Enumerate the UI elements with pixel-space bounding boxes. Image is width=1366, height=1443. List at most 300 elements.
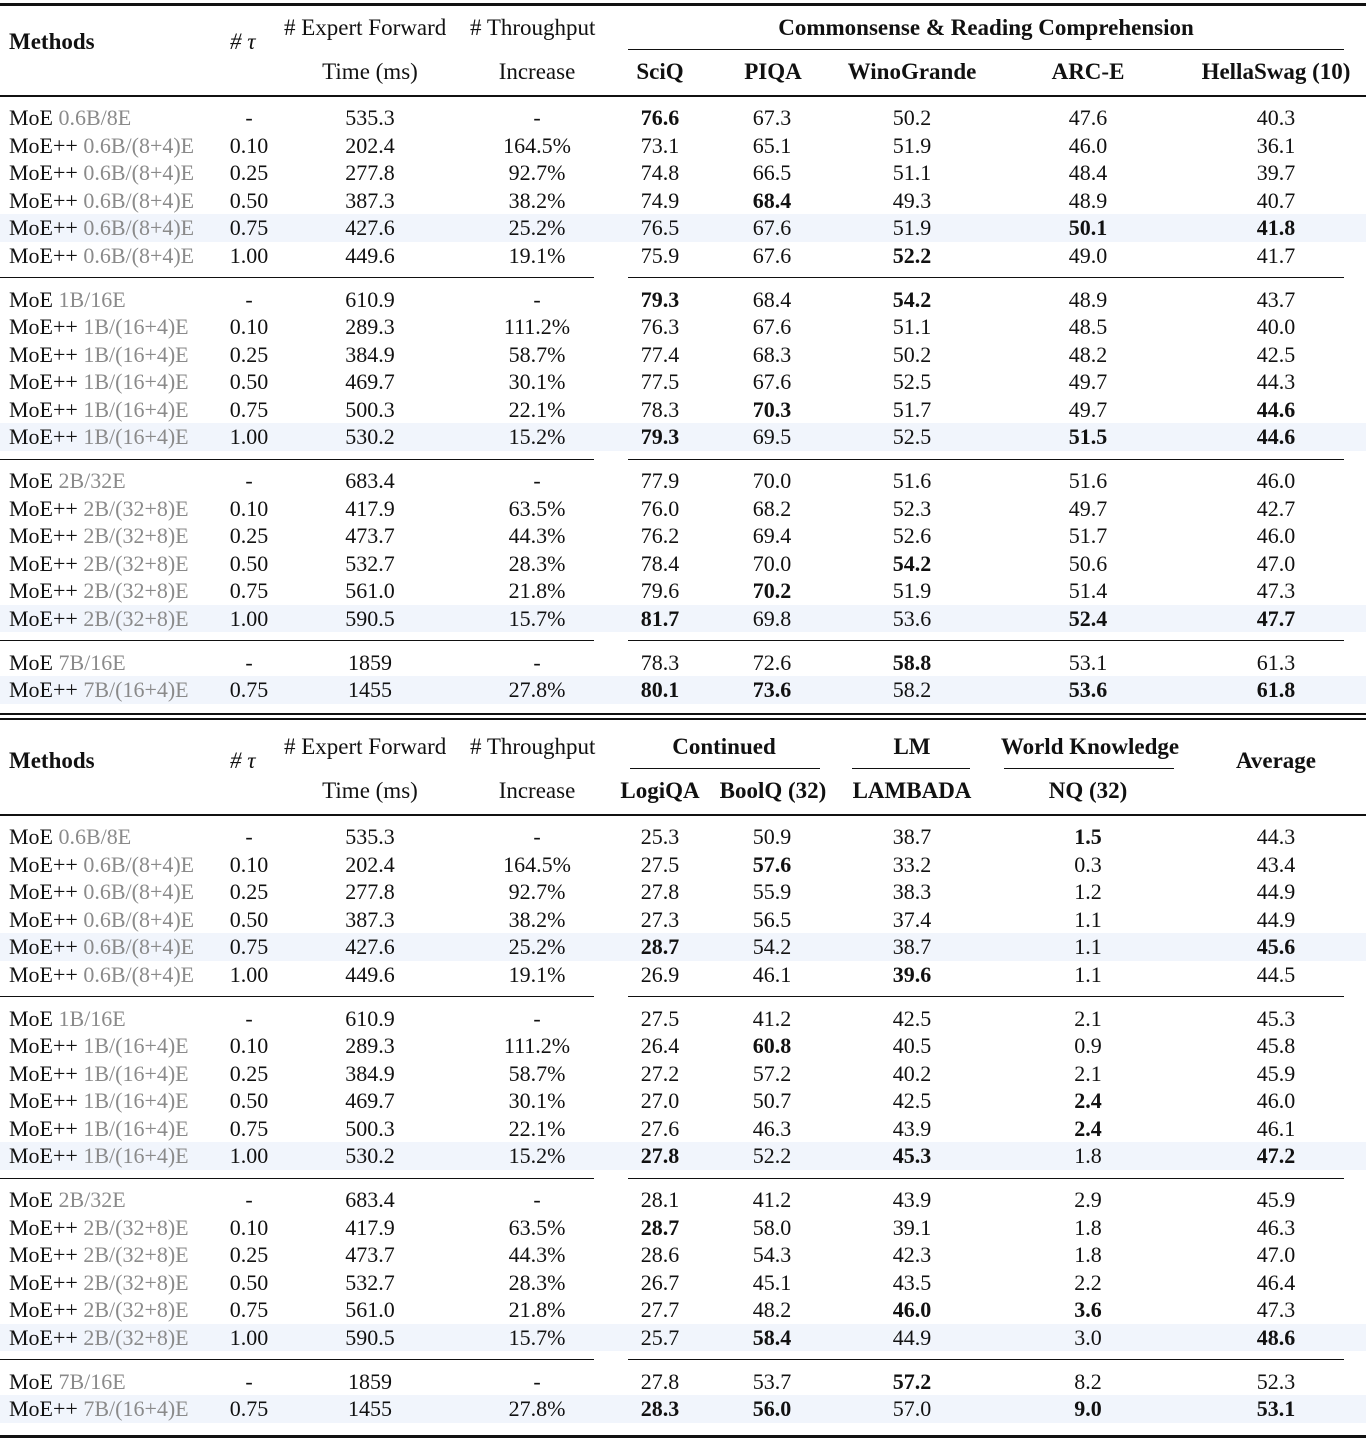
boolq-cell: 55.9 bbox=[752, 879, 792, 904]
tau-cell: - bbox=[245, 824, 253, 849]
throughput-cell: 22.1% bbox=[508, 1115, 566, 1141]
logiqa-cell: 27.8 bbox=[640, 879, 680, 904]
throughput-cell: 25.2% bbox=[508, 934, 566, 959]
method-config: 0.6B/(8+4)E bbox=[83, 215, 195, 240]
method-name: MoE++ bbox=[9, 215, 78, 240]
method-cell bbox=[9, 368, 189, 396]
arc-e-cell: 51.4 bbox=[1068, 578, 1108, 603]
time-cell: 289.3 bbox=[345, 1033, 395, 1058]
arc-e-cell: 48.5 bbox=[1068, 314, 1108, 339]
method-cell bbox=[9, 1032, 189, 1060]
boolq-cell: 45.1 bbox=[752, 1269, 792, 1295]
method-name: MoE++ bbox=[9, 906, 78, 932]
header-col-nq: NQ (32) bbox=[1048, 778, 1128, 803]
method-cell bbox=[9, 649, 126, 677]
table-row bbox=[0, 933, 1366, 961]
method-config: 7B/(16+4)E bbox=[83, 677, 189, 702]
method-cell bbox=[9, 1324, 189, 1352]
method-config: 1B/16E bbox=[58, 286, 126, 312]
method-name: MoE++ bbox=[9, 1143, 78, 1168]
method-cell bbox=[9, 1395, 189, 1423]
method-name: MoE++ bbox=[9, 1115, 78, 1141]
method-config: 2B/(32+8)E bbox=[83, 1324, 189, 1350]
winogrande-cell: 52.5 bbox=[892, 369, 932, 394]
method-cell bbox=[9, 1241, 189, 1269]
header-throughput: # Throughput bbox=[470, 15, 596, 40]
average-cell: 45.8 bbox=[1256, 1033, 1296, 1058]
throughput-cell: 28.3% bbox=[508, 1269, 566, 1295]
nq-cell: 1.1 bbox=[1074, 961, 1102, 987]
method-cell bbox=[9, 495, 189, 523]
table-row bbox=[0, 1296, 1366, 1324]
header-expert-forward: # Expert Forward bbox=[284, 734, 447, 759]
method-name: MoE bbox=[9, 1187, 53, 1212]
table-row bbox=[0, 423, 1366, 451]
group-underline bbox=[628, 49, 1344, 50]
header-group-lm: LM bbox=[893, 734, 931, 759]
table-row bbox=[0, 522, 1366, 550]
table-row bbox=[0, 1186, 1366, 1214]
sciq-cell: 76.5 bbox=[640, 215, 680, 240]
method-name: MoE++ bbox=[9, 1242, 78, 1267]
method-cell bbox=[9, 1060, 189, 1088]
table-row bbox=[0, 132, 1366, 160]
average-cell: 44.9 bbox=[1256, 879, 1296, 904]
table-row bbox=[0, 159, 1366, 187]
method-cell bbox=[9, 467, 126, 495]
nq-cell: 0.3 bbox=[1074, 851, 1102, 877]
time-cell: 532.7 bbox=[345, 1269, 395, 1295]
tau-cell: 0.25 bbox=[229, 341, 269, 367]
group-separator bbox=[0, 277, 594, 278]
throughput-cell: - bbox=[533, 1005, 541, 1031]
header-throughput-unit: Increase bbox=[498, 59, 576, 84]
tau-cell: 0.25 bbox=[229, 523, 269, 548]
method-name: MoE++ bbox=[9, 677, 78, 702]
time-cell: 202.4 bbox=[345, 851, 395, 877]
method-name: MoE++ bbox=[9, 396, 78, 422]
piqa-cell: 67.3 bbox=[752, 105, 792, 130]
winogrande-cell: 52.3 bbox=[892, 495, 932, 521]
method-cell bbox=[9, 242, 194, 270]
logiqa-cell: 27.3 bbox=[640, 906, 680, 932]
header-tau: # τ bbox=[230, 748, 256, 773]
tau-cell: 0.50 bbox=[229, 369, 269, 394]
boolq-cell: 46.1 bbox=[752, 961, 792, 987]
tau-cell: 0.10 bbox=[229, 851, 269, 877]
table-continued-lm-knowledge bbox=[0, 718, 1366, 1440]
table-row bbox=[0, 396, 1366, 424]
header-col-arc-e: ARC-E bbox=[1051, 59, 1125, 84]
method-config: 0.6B/(8+4)E bbox=[83, 187, 195, 213]
nq-cell: 1.1 bbox=[1074, 934, 1102, 959]
logiqa-cell: 28.1 bbox=[640, 1187, 680, 1212]
table-row bbox=[0, 1060, 1366, 1088]
tau-cell: 0.10 bbox=[229, 314, 269, 339]
method-config: 2B/32E bbox=[58, 468, 126, 493]
table-row bbox=[0, 1142, 1366, 1170]
method-cell bbox=[9, 313, 189, 341]
arc-e-cell: 52.4 bbox=[1068, 605, 1108, 631]
method-name: MoE++ bbox=[9, 1214, 78, 1240]
time-cell: 532.7 bbox=[345, 550, 395, 576]
boolq-cell: 41.2 bbox=[752, 1187, 792, 1212]
header-col-winogrande: WinoGrande bbox=[847, 59, 977, 84]
table-row bbox=[0, 676, 1366, 704]
method-config: 2B/(32+8)E bbox=[83, 578, 189, 603]
piqa-cell: 65.1 bbox=[752, 132, 792, 158]
table-row bbox=[0, 1395, 1366, 1423]
method-name: MoE++ bbox=[9, 934, 78, 959]
winogrande-cell: 52.2 bbox=[892, 242, 932, 268]
tau-cell: 0.10 bbox=[229, 1214, 269, 1240]
throughput-cell: 28.3% bbox=[508, 550, 566, 576]
time-cell: 417.9 bbox=[345, 495, 395, 521]
winogrande-cell: 52.5 bbox=[892, 424, 932, 449]
average-cell: 46.4 bbox=[1256, 1269, 1296, 1295]
method-name: MoE bbox=[9, 105, 53, 130]
arc-e-cell: 48.9 bbox=[1068, 187, 1108, 213]
tau-cell: 0.10 bbox=[229, 495, 269, 521]
time-cell: 530.2 bbox=[345, 424, 395, 449]
lambada-cell: 40.2 bbox=[892, 1060, 932, 1086]
lambada-cell: 43.9 bbox=[892, 1187, 932, 1212]
tau-cell: 0.75 bbox=[229, 396, 269, 422]
method-config: 1B/(16+4)E bbox=[83, 396, 189, 422]
throughput-cell: 21.8% bbox=[508, 578, 566, 603]
throughput-cell: 58.7% bbox=[508, 341, 566, 367]
method-name: MoE++ bbox=[9, 341, 78, 367]
logiqa-cell: 28.7 bbox=[640, 934, 680, 959]
method-cell bbox=[9, 1214, 189, 1242]
group-separator bbox=[0, 640, 594, 641]
winogrande-cell: 51.6 bbox=[892, 468, 932, 493]
boolq-cell: 41.2 bbox=[752, 1005, 792, 1031]
throughput-cell: 44.3% bbox=[508, 523, 566, 548]
table-row bbox=[0, 467, 1366, 495]
method-name: MoE++ bbox=[9, 424, 78, 449]
lambada-cell: 33.2 bbox=[892, 851, 932, 877]
sciq-cell: 77.5 bbox=[640, 369, 680, 394]
average-cell: 45.6 bbox=[1256, 934, 1296, 959]
group-separator bbox=[0, 996, 594, 997]
piqa-cell: 68.4 bbox=[752, 286, 792, 312]
tau-cell: 1.00 bbox=[229, 1143, 269, 1168]
throughput-cell: 44.3% bbox=[508, 1242, 566, 1267]
method-config: 0.6B/(8+4)E bbox=[83, 879, 195, 904]
tau-cell: 0.50 bbox=[229, 187, 269, 213]
method-cell bbox=[9, 1087, 189, 1115]
sciq-cell: 81.7 bbox=[640, 605, 680, 631]
method-cell bbox=[9, 906, 194, 934]
lambada-cell: 57.2 bbox=[892, 1368, 932, 1394]
method-name: MoE bbox=[9, 468, 53, 493]
lambada-cell: 46.0 bbox=[892, 1297, 932, 1322]
bottom-rule bbox=[0, 1435, 1366, 1438]
header-col-boolq: BoolQ (32) bbox=[719, 778, 827, 803]
tau-cell: 0.50 bbox=[229, 550, 269, 576]
boolq-cell: 60.8 bbox=[752, 1033, 792, 1058]
method-cell bbox=[9, 341, 189, 369]
method-config: 2B/(32+8)E bbox=[83, 1269, 189, 1295]
header-methods: Methods bbox=[9, 29, 95, 54]
table-row bbox=[0, 104, 1366, 132]
sciq-cell: 80.1 bbox=[640, 677, 680, 702]
throughput-cell: - bbox=[533, 1187, 541, 1212]
average-cell: 45.3 bbox=[1256, 1005, 1296, 1031]
average-cell: 47.3 bbox=[1256, 1297, 1296, 1322]
throughput-cell: 25.2% bbox=[508, 215, 566, 240]
method-cell bbox=[9, 214, 194, 242]
lambada-cell: 39.1 bbox=[892, 1214, 932, 1240]
throughput-cell: 15.7% bbox=[508, 1324, 566, 1350]
arc-e-cell: 49.7 bbox=[1068, 369, 1108, 394]
hellaswag-cell: 40.0 bbox=[1256, 314, 1296, 339]
time-cell: 1455 bbox=[348, 1396, 392, 1421]
arc-e-cell: 48.2 bbox=[1068, 341, 1108, 367]
group-separator bbox=[628, 996, 1344, 997]
throughput-cell: 30.1% bbox=[508, 1088, 566, 1113]
sciq-cell: 78.3 bbox=[640, 649, 680, 675]
method-cell bbox=[9, 396, 189, 424]
tau-cell: 0.25 bbox=[229, 1242, 269, 1267]
average-cell: 44.5 bbox=[1256, 961, 1296, 987]
winogrande-cell: 54.2 bbox=[892, 550, 932, 576]
throughput-cell: - bbox=[533, 286, 541, 312]
tau-cell: - bbox=[245, 1368, 253, 1394]
boolq-cell: 46.3 bbox=[752, 1115, 792, 1141]
method-config: 7B/(16+4)E bbox=[83, 1396, 189, 1421]
throughput-cell: 38.2% bbox=[508, 187, 566, 213]
time-cell: 277.8 bbox=[345, 879, 395, 904]
logiqa-cell: 27.7 bbox=[640, 1297, 680, 1322]
table-row bbox=[0, 341, 1366, 369]
piqa-cell: 67.6 bbox=[752, 369, 792, 394]
lm-underline bbox=[852, 768, 970, 769]
average-cell: 45.9 bbox=[1256, 1060, 1296, 1086]
winogrande-cell: 53.6 bbox=[892, 605, 932, 631]
method-cell bbox=[9, 1005, 126, 1033]
sciq-cell: 78.3 bbox=[640, 396, 680, 422]
table-row bbox=[0, 550, 1366, 578]
method-name: MoE++ bbox=[9, 1324, 78, 1350]
method-cell bbox=[9, 1368, 126, 1396]
table-row bbox=[0, 1005, 1366, 1033]
header-rule bbox=[0, 814, 1366, 816]
throughput-cell: 92.7% bbox=[508, 879, 566, 904]
method-config: 1B/(16+4)E bbox=[83, 1033, 189, 1058]
nq-cell: 1.8 bbox=[1074, 1214, 1102, 1240]
piqa-cell: 66.5 bbox=[752, 160, 792, 185]
header-tau: # τ bbox=[230, 29, 256, 54]
header-col-hellaswag: HellaSwag (10) bbox=[1201, 59, 1351, 84]
table-row bbox=[0, 906, 1366, 934]
tau-cell: - bbox=[245, 105, 253, 130]
arc-e-cell: 51.7 bbox=[1068, 523, 1108, 548]
lambada-cell: 45.3 bbox=[892, 1143, 932, 1168]
double-rule-a bbox=[0, 713, 1366, 715]
table-row bbox=[0, 242, 1366, 270]
method-config: 0.6B/(8+4)E bbox=[83, 961, 195, 987]
average-cell: 48.6 bbox=[1256, 1324, 1296, 1350]
hellaswag-cell: 36.1 bbox=[1256, 132, 1296, 158]
tau-cell: 1.00 bbox=[229, 424, 269, 449]
method-cell bbox=[9, 851, 194, 879]
time-cell: 610.9 bbox=[345, 1005, 395, 1031]
method-name: MoE++ bbox=[9, 523, 78, 548]
lambada-cell: 38.7 bbox=[892, 934, 932, 959]
arc-e-cell: 49.0 bbox=[1068, 242, 1108, 268]
throughput-cell: - bbox=[533, 468, 541, 493]
lambada-cell: 42.3 bbox=[892, 1242, 932, 1267]
piqa-cell: 68.2 bbox=[752, 495, 792, 521]
method-config: 0.6B/(8+4)E bbox=[83, 160, 195, 185]
header-col-lambada: LAMBADA bbox=[852, 778, 972, 803]
piqa-cell: 69.8 bbox=[752, 605, 792, 631]
method-name: MoE++ bbox=[9, 550, 78, 576]
hellaswag-cell: 40.7 bbox=[1256, 187, 1296, 213]
nq-cell: 2.1 bbox=[1074, 1060, 1102, 1086]
method-config: 1B/(16+4)E bbox=[83, 1143, 189, 1168]
method-config: 0.6B/8E bbox=[58, 824, 132, 849]
nq-cell: 0.9 bbox=[1074, 1033, 1102, 1058]
table-row bbox=[0, 1214, 1366, 1242]
nq-cell: 2.4 bbox=[1074, 1115, 1102, 1141]
method-cell bbox=[9, 286, 126, 314]
lambada-cell: 42.5 bbox=[892, 1088, 932, 1113]
sciq-cell: 76.0 bbox=[640, 495, 680, 521]
method-name: MoE++ bbox=[9, 242, 78, 268]
nq-cell: 3.6 bbox=[1074, 1297, 1102, 1322]
table-row bbox=[0, 649, 1366, 677]
sciq-cell: 79.3 bbox=[640, 286, 680, 312]
method-cell bbox=[9, 522, 189, 550]
lambada-cell: 40.5 bbox=[892, 1033, 932, 1058]
tau-cell: - bbox=[245, 286, 253, 312]
table-commonsense-reading bbox=[0, 0, 1366, 712]
throughput-cell: 27.8% bbox=[508, 1396, 566, 1421]
table-row bbox=[0, 368, 1366, 396]
method-config: 2B/(32+8)E bbox=[83, 1297, 189, 1322]
throughput-cell: 22.1% bbox=[508, 396, 566, 422]
winogrande-cell: 51.1 bbox=[892, 314, 932, 339]
method-name: MoE++ bbox=[9, 495, 78, 521]
method-name: MoE bbox=[9, 649, 53, 675]
method-config: 1B/16E bbox=[58, 1005, 126, 1031]
method-config: 2B/(32+8)E bbox=[83, 1214, 189, 1240]
tau-cell: 0.10 bbox=[229, 1033, 269, 1058]
continued-underline bbox=[630, 768, 820, 769]
time-cell: 500.3 bbox=[345, 1115, 395, 1141]
tau-cell: 0.50 bbox=[229, 1088, 269, 1113]
time-cell: 1859 bbox=[348, 1368, 392, 1394]
header-expert-forward-unit: Time (ms) bbox=[322, 778, 418, 803]
hellaswag-cell: 42.7 bbox=[1256, 495, 1296, 521]
table-row bbox=[0, 1115, 1366, 1143]
winogrande-cell: 49.3 bbox=[892, 187, 932, 213]
lambada-cell: 38.3 bbox=[892, 879, 932, 904]
throughput-cell: 92.7% bbox=[508, 160, 566, 185]
boolq-cell: 57.2 bbox=[752, 1060, 792, 1086]
method-name: MoE++ bbox=[9, 879, 78, 904]
boolq-cell: 58.0 bbox=[752, 1214, 792, 1240]
group-separator bbox=[628, 1359, 1344, 1360]
tau-cell: - bbox=[245, 649, 253, 675]
table-row bbox=[0, 214, 1366, 242]
winogrande-cell: 51.9 bbox=[892, 132, 932, 158]
time-cell: 1455 bbox=[348, 677, 392, 702]
average-cell: 52.3 bbox=[1256, 1368, 1296, 1394]
lambada-cell: 39.6 bbox=[892, 961, 932, 987]
average-cell: 47.0 bbox=[1256, 1242, 1296, 1267]
logiqa-cell: 27.6 bbox=[640, 1115, 680, 1141]
nq-cell: 1.2 bbox=[1074, 879, 1102, 904]
time-cell: 590.5 bbox=[345, 1324, 395, 1350]
tau-cell: 1.00 bbox=[229, 605, 269, 631]
time-cell: 1859 bbox=[348, 649, 392, 675]
hellaswag-cell: 41.7 bbox=[1256, 242, 1296, 268]
throughput-cell: 164.5% bbox=[503, 132, 571, 158]
average-cell: 47.2 bbox=[1256, 1143, 1296, 1168]
table-row bbox=[0, 577, 1366, 605]
sciq-cell: 79.6 bbox=[640, 578, 680, 603]
method-name: MoE bbox=[9, 286, 53, 312]
winogrande-cell: 50.2 bbox=[892, 105, 932, 130]
throughput-cell: 38.2% bbox=[508, 906, 566, 932]
method-config: 7B/16E bbox=[58, 1368, 126, 1394]
winogrande-cell: 51.9 bbox=[892, 215, 932, 240]
table-row bbox=[0, 286, 1366, 314]
time-cell: 590.5 bbox=[345, 605, 395, 631]
arc-e-cell: 50.1 bbox=[1068, 215, 1108, 240]
average-cell: 44.9 bbox=[1256, 906, 1296, 932]
group-separator bbox=[628, 277, 1344, 278]
time-cell: 683.4 bbox=[345, 1187, 395, 1212]
method-name: MoE++ bbox=[9, 1033, 78, 1058]
method-config: 0.6B/(8+4)E bbox=[83, 242, 195, 268]
piqa-cell: 68.4 bbox=[752, 187, 792, 213]
table-row bbox=[0, 823, 1366, 851]
sciq-cell: 76.3 bbox=[640, 314, 680, 339]
piqa-cell: 67.6 bbox=[752, 314, 792, 339]
nq-cell: 2.4 bbox=[1074, 1088, 1102, 1113]
nq-cell: 2.9 bbox=[1074, 1187, 1102, 1212]
world-knowledge-underline bbox=[1004, 768, 1174, 769]
winogrande-cell: 58.8 bbox=[892, 649, 932, 675]
winogrande-cell: 54.2 bbox=[892, 286, 932, 312]
tau-cell: 1.00 bbox=[229, 961, 269, 987]
method-name: MoE++ bbox=[9, 160, 78, 185]
piqa-cell: 70.0 bbox=[752, 550, 792, 576]
method-config: 0.6B/(8+4)E bbox=[83, 906, 195, 932]
throughput-cell: 27.8% bbox=[508, 677, 566, 702]
time-cell: 449.6 bbox=[345, 242, 395, 268]
table-row bbox=[0, 187, 1366, 215]
hellaswag-cell: 44.6 bbox=[1256, 396, 1296, 422]
method-cell bbox=[9, 104, 131, 132]
tau-cell: 0.25 bbox=[229, 1060, 269, 1086]
method-config: 2B/(32+8)E bbox=[83, 605, 189, 631]
table-row bbox=[0, 961, 1366, 989]
logiqa-cell: 27.0 bbox=[640, 1088, 680, 1113]
throughput-cell: 19.1% bbox=[508, 242, 566, 268]
logiqa-cell: 27.5 bbox=[640, 851, 680, 877]
lambada-cell: 44.9 bbox=[892, 1324, 932, 1350]
time-cell: 387.3 bbox=[345, 906, 395, 932]
piqa-cell: 69.5 bbox=[752, 424, 792, 449]
piqa-cell: 72.6 bbox=[752, 649, 792, 675]
method-name: MoE bbox=[9, 1368, 53, 1394]
